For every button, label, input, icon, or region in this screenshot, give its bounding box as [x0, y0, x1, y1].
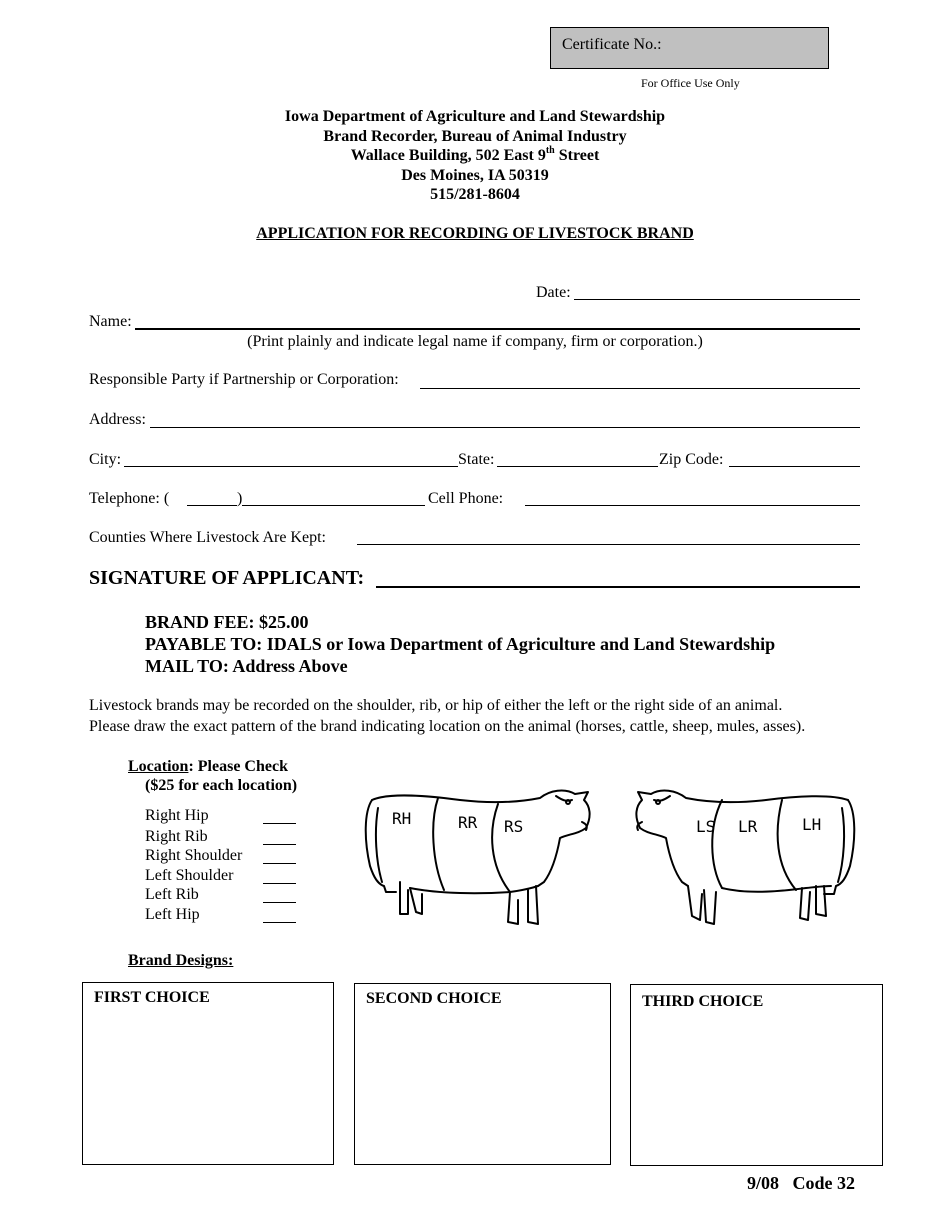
payable-to: PAYABLE TO: IDALS or Iowa Department of Agriculture and Land Stewardship — [145, 634, 776, 654]
label-ls: LS — [696, 817, 716, 836]
city-label: City: — [89, 451, 122, 468]
label-rs: RS — [504, 817, 524, 836]
third-choice-label: THIRD CHOICE — [642, 993, 764, 1010]
zip-field[interactable] — [729, 466, 860, 467]
checkbox-left-rib[interactable] — [263, 902, 296, 903]
address-label: Address: — [89, 411, 146, 428]
mail-to: MAIL TO: Address Above — [145, 656, 348, 676]
brand-designs-title: Brand Designs: — [128, 952, 234, 969]
name-note: (Print plainly and indicate legal name if company, firm or corporation.) — [247, 333, 703, 350]
form-code-text: 9/08 Code 32 — [747, 1173, 855, 1193]
certificate-label: Certificate No.: — [562, 36, 662, 53]
checkbox-right-shoulder[interactable] — [263, 863, 296, 864]
counties-field[interactable] — [357, 544, 860, 545]
responsible-party-label: Responsible Party if Partnership or Corporation: — [89, 371, 399, 388]
location-subtitle: ($25 for each location) — [145, 777, 298, 794]
checkbox-right-rib[interactable] — [263, 844, 296, 845]
name-field[interactable] — [135, 328, 860, 330]
header-line-2: Brand Recorder, Bureau of Animal Industry — [323, 127, 627, 145]
label-lr: LR — [738, 817, 758, 836]
label-lh: LH — [802, 815, 822, 834]
checkbox-right-hip[interactable] — [263, 823, 296, 824]
counties-label: Counties Where Livestock Are Kept: — [89, 529, 326, 546]
instructions-line-2: Please draw the exact pattern of the brand indicating location on the animal (horses, cattle, sheep, mules, asses). — [89, 718, 806, 735]
first-choice-label: FIRST CHOICE — [94, 989, 210, 1006]
cow-right-side-diagram — [360, 782, 600, 937]
second-choice-box[interactable] — [354, 983, 611, 1165]
header-line-3-post: Street — [554, 147, 600, 165]
certificate-box[interactable] — [550, 27, 829, 69]
telephone-field[interactable] — [242, 505, 425, 506]
checkbox-left-hip[interactable] — [263, 922, 296, 923]
form-title-text: APPLICATION FOR RECORDING OF LIVESTOCK BRAND — [256, 225, 694, 242]
state-field[interactable] — [497, 466, 658, 467]
header-line-3 — [0, 146, 950, 166]
date-field[interactable] — [574, 299, 860, 300]
form-code — [747, 1173, 855, 1194]
location-title-word: Location — [128, 758, 189, 775]
cell-phone-field[interactable] — [525, 505, 860, 506]
location-item-left-shoulder: Left Shoulder — [145, 867, 234, 884]
instructions — [89, 695, 889, 737]
location-item-left-hip: Left Hip — [145, 906, 200, 923]
first-choice-box[interactable] — [82, 982, 334, 1165]
label-rr: RR — [458, 813, 478, 832]
header-line-5: 515/281-8604 — [430, 186, 520, 204]
cow-left-side-diagram — [626, 782, 861, 937]
name-label: Name: — [89, 313, 132, 330]
header-line-3-pre: Wallace Building, 502 East 9 — [350, 147, 546, 165]
signature-field[interactable] — [376, 586, 860, 588]
instructions-line-1: Livestock brands may be recorded on the shoulder, rib, or hip of either the left or the right side of an animal. — [89, 697, 783, 714]
form-title — [0, 225, 950, 243]
zip-label: Zip Code: — [659, 451, 724, 468]
location-item-left-rib: Left Rib — [145, 886, 199, 903]
date-label: Date: — [536, 284, 571, 301]
location-item-right-shoulder: Right Shoulder — [145, 847, 243, 864]
city-field[interactable] — [124, 466, 458, 467]
cell-phone-label: Cell Phone: — [428, 490, 504, 507]
signature-label: SIGNATURE OF APPLICANT: — [89, 567, 365, 589]
area-code-field[interactable] — [187, 505, 237, 506]
location-item-right-hip: Right Hip — [145, 807, 209, 824]
address-field[interactable] — [150, 427, 860, 428]
location-item-right-rib: Right Rib — [145, 828, 208, 845]
second-choice-label: SECOND CHOICE — [366, 990, 502, 1007]
third-choice-box[interactable] — [630, 984, 883, 1166]
telephone-label: Telephone: ( — [89, 490, 170, 507]
header-line-4: Des Moines, IA 50319 — [401, 166, 549, 184]
label-rh: RH — [392, 809, 412, 828]
office-use-note: For Office Use Only — [641, 76, 740, 90]
header-line-1: Iowa Department of Agriculture and Land Stewardship — [284, 108, 666, 125]
location-title — [128, 758, 288, 776]
brand-fee: BRAND FEE: $25.00 — [145, 612, 309, 632]
responsible-party-field[interactable] — [420, 388, 860, 389]
telephone-close-paren: ) — [237, 490, 243, 507]
location-title-rest: : Please Check — [188, 758, 288, 775]
checkbox-left-shoulder[interactable] — [263, 883, 296, 884]
agency-header — [0, 107, 950, 205]
state-label: State: — [458, 451, 495, 468]
header-line-3-sup: th — [545, 144, 555, 156]
